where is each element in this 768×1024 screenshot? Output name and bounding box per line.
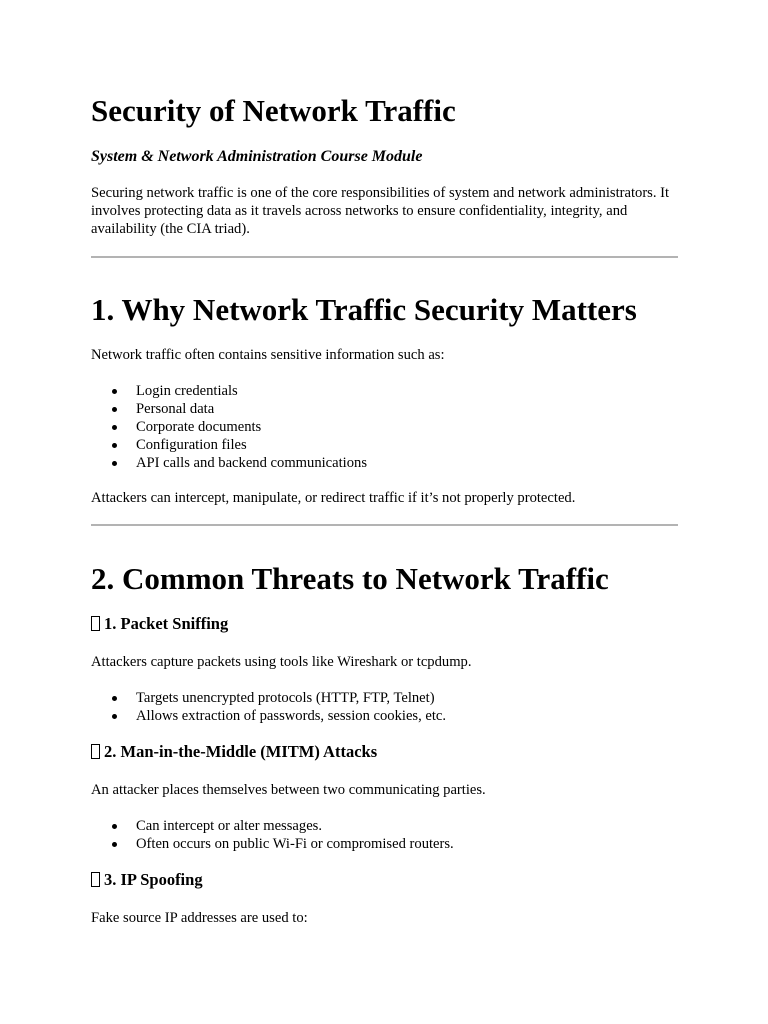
list-item: Personal data <box>91 400 367 418</box>
threat-heading-mitm: 2. Man-in-the-Middle (MITM) Attacks <box>91 742 377 762</box>
missing-glyph-icon <box>91 616 100 631</box>
section1-closing-paragraph: Attackers can intercept, manipulate, or redirect traffic if it’s not properly protected. <box>91 490 576 506</box>
section1-lead-paragraph: Network traffic often contains sensitive information such as: <box>91 347 445 363</box>
section-heading-common-threats: 2. Common Threats to Network Traffic <box>91 561 609 596</box>
bullet-icon <box>112 461 117 466</box>
bullet-icon <box>112 842 117 847</box>
document-title: Security of Network Traffic <box>91 93 456 128</box>
bullet-icon <box>112 824 117 829</box>
threat-description: An attacker places themselves between two communicating parties. <box>91 782 486 798</box>
section-divider <box>91 524 678 526</box>
threat-heading-ip-spoofing: 3. IP Spoofing <box>91 870 203 890</box>
bullet-icon <box>112 443 117 448</box>
missing-glyph-icon <box>91 872 100 887</box>
missing-glyph-icon <box>91 744 100 759</box>
list-item: Often occurs on public Wi-Fi or compromised routers. <box>91 835 454 853</box>
bullet-icon <box>112 696 117 701</box>
document-subtitle: System & Network Administration Course Module <box>91 148 423 165</box>
list-item: Targets unencrypted protocols (HTTP, FTP, Telnet) <box>91 689 446 707</box>
bullet-icon <box>112 407 117 412</box>
list-item: Configuration files <box>91 436 367 454</box>
bullet-icon <box>112 425 117 430</box>
bullet-icon <box>112 389 117 394</box>
threat-details-list <box>91 817 454 853</box>
list-item: Allows extraction of passwords, session cookies, etc. <box>91 707 446 725</box>
bullet-icon <box>112 714 117 719</box>
list-item: API calls and backend communications <box>91 454 367 472</box>
list-item: Login credentials <box>91 382 367 400</box>
sensitive-info-list <box>91 382 367 472</box>
threat-details-list <box>91 689 446 725</box>
list-item: Corporate documents <box>91 418 367 436</box>
list-item: Can intercept or alter messages. <box>91 817 454 835</box>
threat-heading-packet-sniffing: 1. Packet Sniffing <box>91 614 228 634</box>
threat-description: Attackers capture packets using tools like Wireshark or tcpdump. <box>91 654 472 670</box>
section-heading-why-security-matters: 1. Why Network Traffic Security Matters <box>91 292 637 327</box>
intro-paragraph: Securing network traffic is one of the core responsibilities of system and network administrators. It involves protecting data as it travels across networks to ensure confidentiality, integrity, and availability (the CIA triad). <box>91 185 670 237</box>
threat-description: Fake source IP addresses are used to: <box>91 910 308 926</box>
section-divider <box>91 256 678 258</box>
